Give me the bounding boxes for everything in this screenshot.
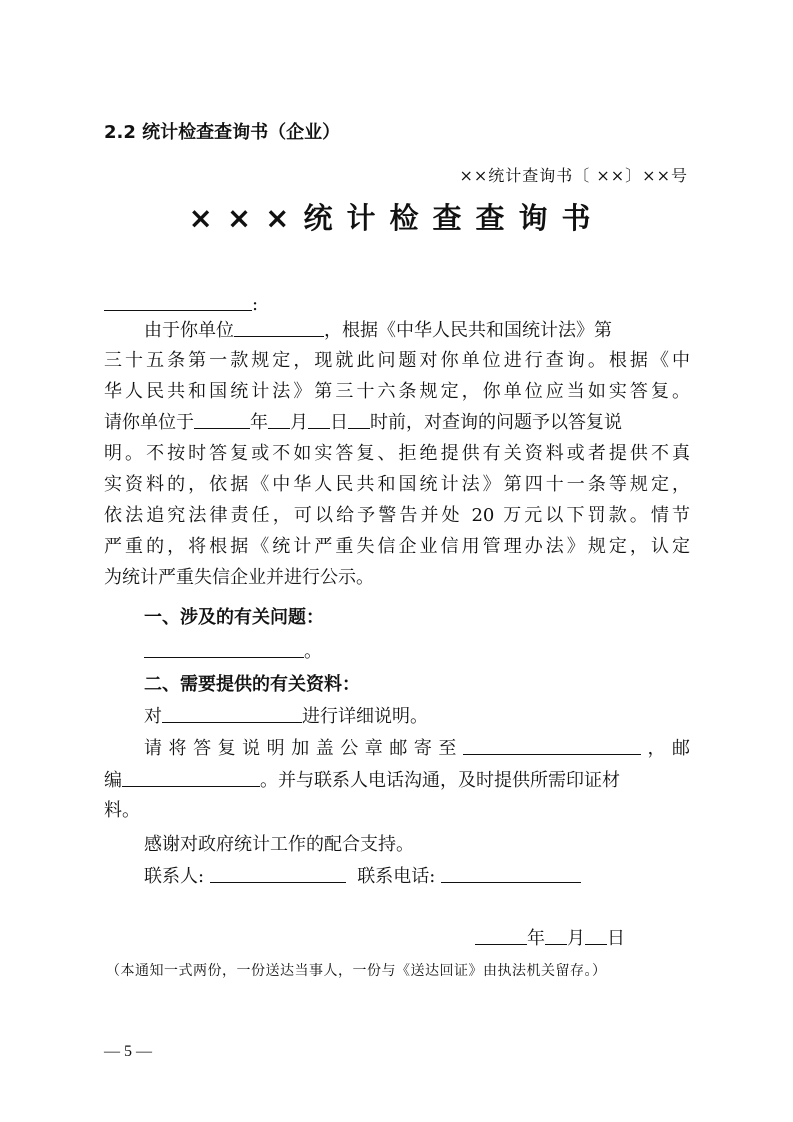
hour-blank (348, 408, 370, 429)
month-blank (268, 408, 290, 429)
issues-end-mark: 。 (304, 641, 322, 662)
section-label: 2.2 统计检查查询书（企业） (104, 122, 341, 143)
body-text: 。并与联系人电话沟通，及时提供所需印证材 (260, 770, 620, 791)
body-text: 请你单位于 (104, 412, 194, 433)
page-number: — 5 — (104, 1043, 152, 1060)
date-text: 日 (607, 928, 625, 949)
materials-blank (162, 702, 302, 723)
recipient-blank (104, 290, 252, 311)
body-text: 进行详细说明。 (302, 706, 428, 727)
materials-heading: 二、需要提供的有关资料： (144, 674, 360, 695)
mailing-line-2 (104, 766, 620, 796)
issues-heading: 一、涉及的有关问题： (144, 607, 324, 628)
body-text: 由于你单位 (144, 320, 234, 341)
date-text: 月 (567, 928, 585, 949)
body-text: 编 (104, 770, 122, 791)
body-line-6: 实资料的，依据《中华人民共和国统计法》第四十一条等规定， (104, 474, 690, 495)
contact-line (144, 862, 581, 892)
materials-item (144, 702, 428, 732)
day-blank (308, 408, 330, 429)
body-line-8: 严重的，将根据《统计严重失信企业信用管理办法》规定，认定 (104, 536, 690, 557)
date-year-blank (475, 924, 527, 945)
mailing-line-3: 料。 (104, 800, 140, 821)
body-line-9: 为统计严重失信企业并进行公示。 (104, 567, 374, 588)
issues-line (144, 637, 322, 667)
contact-label: 联系人: (144, 866, 205, 887)
date-day-blank (585, 924, 607, 945)
document-number: ××统计查询书〔 ××〕××号 (459, 166, 688, 185)
issues-blank (144, 637, 304, 658)
issue-date (475, 924, 625, 954)
body-line-3: 华人民共和国统计法》第三十六条规定，你单位应当如实答复。 (104, 381, 690, 402)
thanks-line: 感谢对政府统计工作的配合支持。 (144, 834, 414, 855)
body-text: 时前，对查询的问题予以答复说 (370, 412, 622, 433)
mailing-address-blank (463, 734, 641, 755)
body-text: 对 (144, 706, 162, 727)
unit-issue-blank (234, 316, 324, 337)
body-text: 请将答复说明加盖公章邮寄至 (144, 738, 463, 759)
document-title: ×××统计检查查询书 (188, 201, 605, 235)
body-text: 年 (250, 412, 268, 433)
footnote: （本通知一式两份，一份送达当事人，一份与《送达回证》由执法机关留存。） (106, 963, 607, 979)
contact-person-blank (210, 862, 346, 883)
body-line-5: 明。不按时答复或不如实答复、拒绝提供有关资料或者提供不真 (104, 443, 690, 464)
body-text: ，根据《中华人民共和国统计法》第 (324, 320, 612, 341)
postcode-blank (122, 766, 260, 787)
date-text: 年 (527, 928, 545, 949)
salutation-colon: : (252, 294, 259, 315)
body-text: 月 (290, 412, 308, 433)
body-line-7: 依法追究法律责任，可以给予警告并处 20 万元以下罚款。情节 (104, 505, 690, 526)
phone-blank (441, 862, 581, 883)
mailing-line-1 (144, 734, 690, 764)
body-line-2: 三十五条第一款规定，现就此问题对你单位进行查询。根据《中 (104, 350, 690, 371)
body-line-1 (144, 316, 612, 346)
body-text: 日 (330, 412, 348, 433)
body-text: ，邮 (640, 738, 691, 759)
date-month-blank (545, 924, 567, 945)
year-blank (194, 408, 250, 429)
body-line-4 (104, 408, 622, 438)
phone-label: 联系电话: (357, 866, 436, 887)
